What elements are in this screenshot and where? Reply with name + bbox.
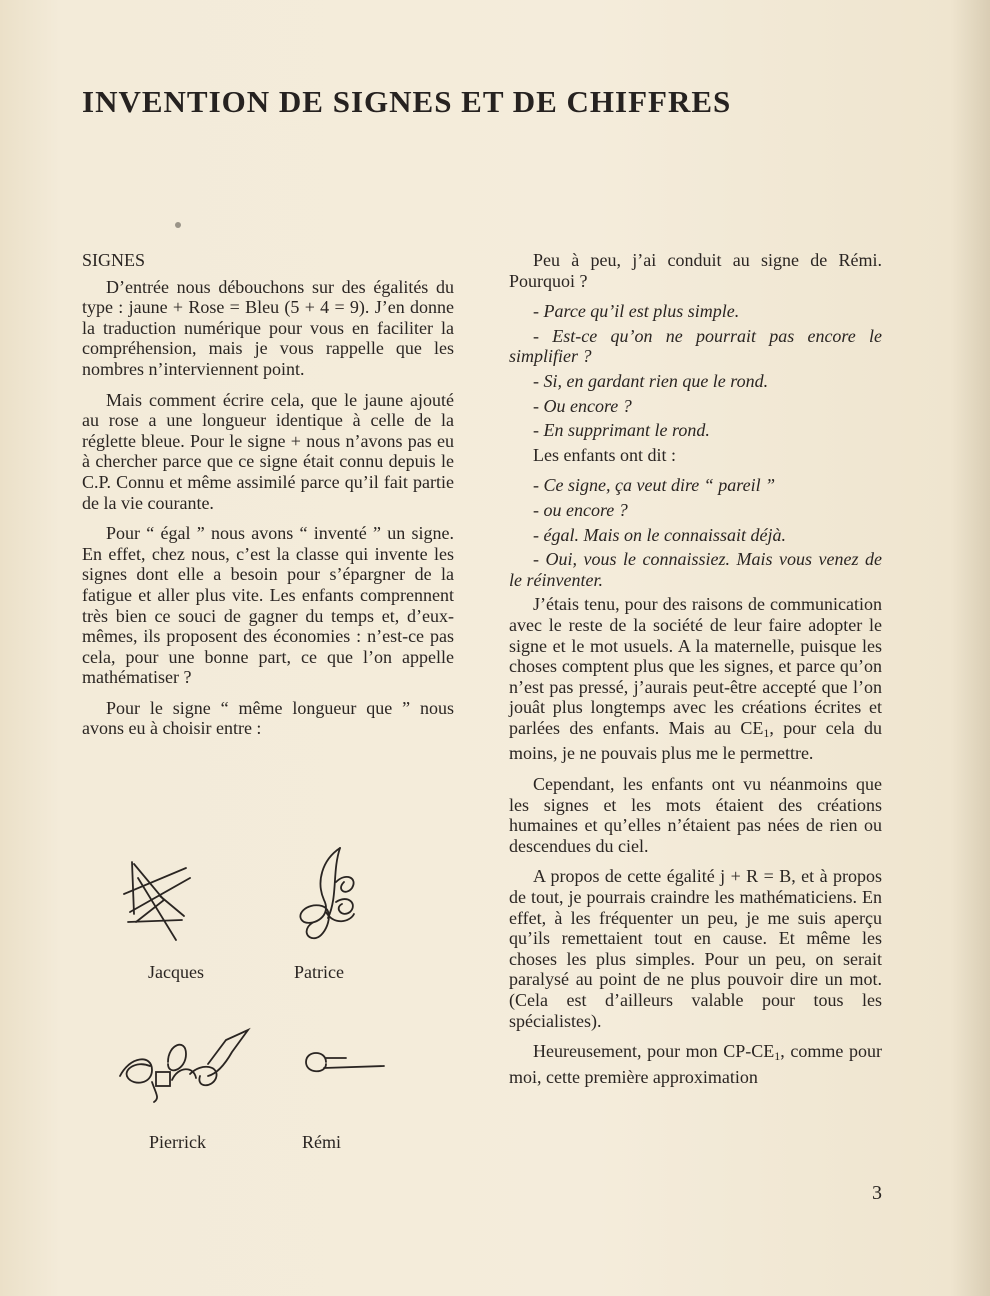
right-paragraph-1: Peu à peu, j’ai conduit au signe de Rémi. Pourquoi ?: [509, 250, 882, 291]
right-paragraph-3-text: J’étais tenu, pour des raisons de communication avec le reste de la société de leur faire adopter le signe et le mot usuels. A la maternelle, puisque les choses comptent plus que les signes, et parce qu’on n’est pas pressé, j’aurais peut-être accepté que l’on jouât plus longtemps avec les créations écrites et parlées des enfants. Mais au CE: [509, 594, 882, 738]
left-paragraph-2: Mais comment écrire cela, que le jaune ajouté au rose a une longueur identique à celle de la réglette bleue. Pour le signe + nous n’avons pas eu à chercher parce que ce signe était connu depuis le C.P. Connu et même assimilé parce qu’il fait partie de la vie courante.: [82, 389, 454, 513]
dialogue-line-8: - égal. Mais on le connaissait déjà.: [533, 524, 786, 545]
left-paragraph-1: D’entrée nous débouchons sur des égalités du type : jaune + Rose = Bleu (5 + 4 = 9). J’en donne la traduction numérique pour vous en faciliter la compréhension, mais je vous rappelle que les nombres n’interviennent point.: [82, 276, 454, 379]
right-paragraph-3: [509, 594, 882, 764]
dialogue-line-2: - Est-ce qu’on ne pourrait pas encore le simplifier ?: [509, 325, 882, 367]
dialogue-line-1: - Parce qu’il est plus simple.: [533, 301, 740, 322]
page-number: 3: [872, 1182, 882, 1204]
dialogue-line-4: - Ou encore ?: [533, 395, 632, 416]
right-paragraph-2: Les enfants ont dit :: [533, 444, 676, 465]
ce1-subscript-2: 1: [774, 1049, 781, 1064]
left-paragraph-4: Pour le signe “ même longueur que ” nous avons eu à choisir entre :: [82, 697, 454, 739]
remi-label: Rémi: [302, 1132, 341, 1152]
right-paragraph-6: [509, 1041, 882, 1087]
dialogue-line-5: - En supprimant le rond.: [533, 420, 710, 441]
dialogue-line-9: - Oui, vous le connaissiez. Mais vous venez de le réinventer.: [509, 549, 882, 590]
dialogue-line-3: - Si, en gardant rien que le rond.: [533, 370, 769, 391]
dialogue-line-6: - Ce signe, ça veut dire “ pareil ”: [533, 475, 776, 496]
paper-speck: [175, 222, 181, 228]
right-paragraph-6-text: Heureusement, pour mon CP-CE: [533, 1041, 775, 1062]
left-column: [82, 250, 454, 749]
left-paragraph-3: Pour “ égal ” nous avons “ inventé ” un signe. En effet, chez nous, c’est la classe qui invente les signes dont elle a besoin pour s’épargner de la fatigue et aller plus vite. Les enfants comprennent très bien ce souci de gagner du temps et, d’eux-mêmes, ils proposent des économies : n’est-ce pas cela, pour une bonne part, ce que l’on appelle mathématiser ?: [82, 523, 454, 688]
patrice-label: Patrice: [294, 962, 344, 982]
ce1-subscript: 1: [763, 725, 770, 740]
right-paragraph-5: A propos de cette égalité j + R = B, et à propos de tout, je pourrais craindre les mathématiciens. En effet, à les fréquenter un peu, je me suis aperçu qu’ils remettaient tout en cause. Et même les choses les plus simples. Pour un peu, on serait paralysé au point de ne plus pouvoir dire un mot. (Cela est d’ailleurs valable pour tous les spécialistes).: [509, 866, 882, 1031]
page-title: INVENTION DE SIGNES ET DE CHIFFRES: [82, 84, 732, 119]
patrice-signature-drawing: [292, 842, 372, 954]
right-paragraph-6-text-end: , comme pour moi, cette première approximation: [509, 1041, 882, 1087]
jacques-signature-drawing: [120, 856, 200, 948]
right-paragraph-3-text-end: , pour cela du moins, je ne pouvais plus me le permettre.: [509, 717, 882, 764]
pierrick-signature-drawing: [116, 1024, 256, 1104]
dialogue-line-7: - ou encore ?: [533, 499, 628, 520]
pierrick-label: Pierrick: [149, 1132, 206, 1152]
signatures-figure: [82, 838, 454, 1158]
remi-signature-drawing: [302, 1044, 392, 1084]
jacques-label: Jacques: [148, 962, 204, 982]
right-paragraph-4: Cependant, les enfants ont vu néanmoins que les signes et les mots étaient des créations humaines et qu’elles n’étaient pas nées de rien ou descendues du ciel.: [509, 774, 882, 856]
right-column: [509, 250, 882, 1097]
section-heading: SIGNES: [82, 250, 146, 270]
